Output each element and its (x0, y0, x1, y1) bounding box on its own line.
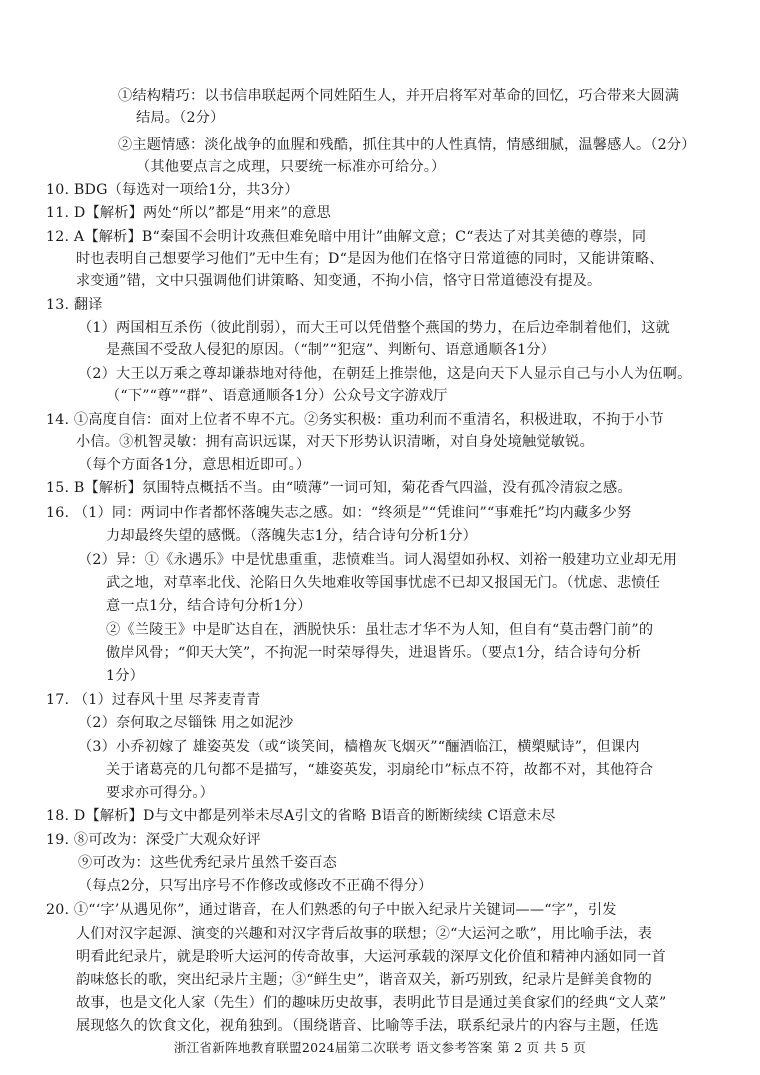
text-line: 14. ①高度自信：面对上位者不卑不亢。②务实积极：重功利而不重清名，积极进取，不拘于小节 (46, 412, 664, 428)
text-line: 结局。（2分） (136, 110, 225, 126)
text-line: ②《兰陵王》中是旷达自在，洒脱快乐：虽壮志才华不为人知，但自有“莫击磬门前”的 (106, 622, 654, 638)
text-line: 小信。③机智灵敏：拥有高识远谋，对天下形势认识清晰，对自身处境触觉敏锐。 (76, 434, 594, 450)
text-line: （1）两国相互杀伤（彼此削弱），而大王可以凭借整个燕国的势力，在后边牵制着他们，这就 (78, 320, 671, 336)
text-line: 17. （1）过春风十里 尽荠麦青青 (46, 692, 261, 708)
text-line: ⑨可改为：这些优秀纪录片虽然千姿百态 (78, 855, 337, 871)
text-line: 力却最终失望的感慨。（落魄失志1分，结合诗句分析1分） (106, 528, 478, 544)
text-line: 傲岸风骨；“仰天大笑”，不拘泥一时荣辱得失，进退皆乐。（要点1分，结合诗句分析 (106, 645, 641, 661)
text-line: 要求亦可得分。） (106, 785, 215, 801)
text-line: 18. D【解析】D与文中都是列举未尽A引文的省略 B语音的断断续续 C语意未尽 (46, 808, 556, 824)
text-line: 19. ⑧可改为：深受广大观众好评 (46, 832, 261, 848)
text-line: 13. 翻译 (46, 297, 103, 313)
text-line: 故事，也是文化人家（先生）们的趣味历史故事，表明此节目是通过美食家们的经典“文人菜” (76, 995, 667, 1011)
text-line: 关于诸葛亮的几句都不是描写，“雄姿英发，羽扇纶巾”标点不符，故都不对，其他符合 (106, 762, 654, 778)
text-line: 15. B【解析】氛围特点概括不当。由“喷薄”一词可知，菊花香气四溢，没有孤冷清寂之感。 (46, 480, 632, 496)
text-line: 韵味悠长的歌，突出纪录片主题；③“鲜生史”，谐音双关，新巧别致，纪录片是鲜美食物的 (76, 972, 653, 988)
page-footer: 浙江省新阵地教育联盟2024届第二次联考 语文参考答案 第 2 页 共 5 页 (173, 1040, 587, 1055)
text-line: 20. ①“‘字’从遇见你”，通过谐音，在人们熟悉的句子中嵌入纪录片关键词——“字”，引发 (46, 902, 617, 918)
text-line: 1分） (106, 668, 145, 684)
text-line: 求变通”错，文中只强调他们讲策略、知变通，不拘小信，恪守日常道德没有提及。 (76, 273, 602, 289)
text-line: 是燕国不受敌人侵犯的原因。（“制”“犯寇”、判断句、语意通顺各1分） (106, 342, 556, 358)
text-line: 意一点1分，结合诗句分析1分） (106, 598, 312, 614)
text-line: 10. BDG（每选对一项给1分，共3分） (46, 182, 299, 198)
text-line: （每个方面各1分，意思相近即可。） (78, 457, 311, 473)
text-line: 11. D【解析】两处“所以”都是“用来”的意思 (46, 205, 332, 221)
text-line: ②主题情感：淡化战争的血腥和残酷，抓住其中的人性真情，情感细腻，温馨感人。（2分） (118, 137, 696, 153)
text-line: ①结构精巧：以书信串联起两个同姓陌生人，并开启将军对革命的回忆，巧合带来大圆满 (118, 88, 680, 104)
text-line: （每点2分，只写出序号不作修改或修改不正确不得分） (78, 878, 433, 894)
text-line: （3）小乔初嫁了 雄姿英发（或“谈笑间，樯橹灰飞烟灭”“酾酒临江，横槊赋诗”，但课内 (78, 739, 640, 755)
text-line: 武之地，对草率北伐、沦陷日久失地难收等国事忧虑不已却又报国无门。（忧虑、悲愤任 (106, 575, 661, 591)
text-line: （2）奈何取之尽锱铢 用之如泥沙 (78, 715, 294, 731)
text-line: （2）大王以万乘之尊却谦恭地对待他，在朝廷上推崇他，这是向天下人显示自己与小人为伍啊。 (78, 366, 692, 382)
text-line: （其他要点言之成理，只要统一标准亦可给分。） (136, 159, 446, 175)
text-line: 16. （1）同：两词中作者都怀落魄失志之感。如：“终须是”“凭谁问”“事难托”均内藏多少努 (46, 505, 632, 521)
text-line: （2）异：①《永遇乐》中是忧患重重，悲愤难当。词人渴望如孙权、刘裕一般建功立业却无用 (78, 552, 678, 568)
text-line: 12. A【解析】B“秦国不会明计攻燕但难免暗中用计”曲解文意；C“表达了对其美德的尊崇，同 (46, 229, 647, 245)
text-line: 明看此纪录片，就是聆听大运河的传奇故事，大运河承载的深厚文化价值和精神内涵如同一首 (76, 949, 666, 965)
text-line: （“下”“尊”“群”、语意通顺各1分）公众号文字游戏厅 (106, 388, 448, 404)
text-line: 人们对汉字起源、演变的兴趣和对汉字背后故事的联想；②“大运河之歌”，用比喻手法，表 (76, 926, 653, 942)
text-line: 时也表明自己想要学习他们”无中生有；D“是因为他们在恪守日常道德的同时，又能讲策略、 (76, 251, 664, 267)
text-line: 展现悠久的饮食文化，视角独到。（围绕谐音、比喻等手法，联系纪录片的内容与主题，任选 (76, 1018, 659, 1034)
